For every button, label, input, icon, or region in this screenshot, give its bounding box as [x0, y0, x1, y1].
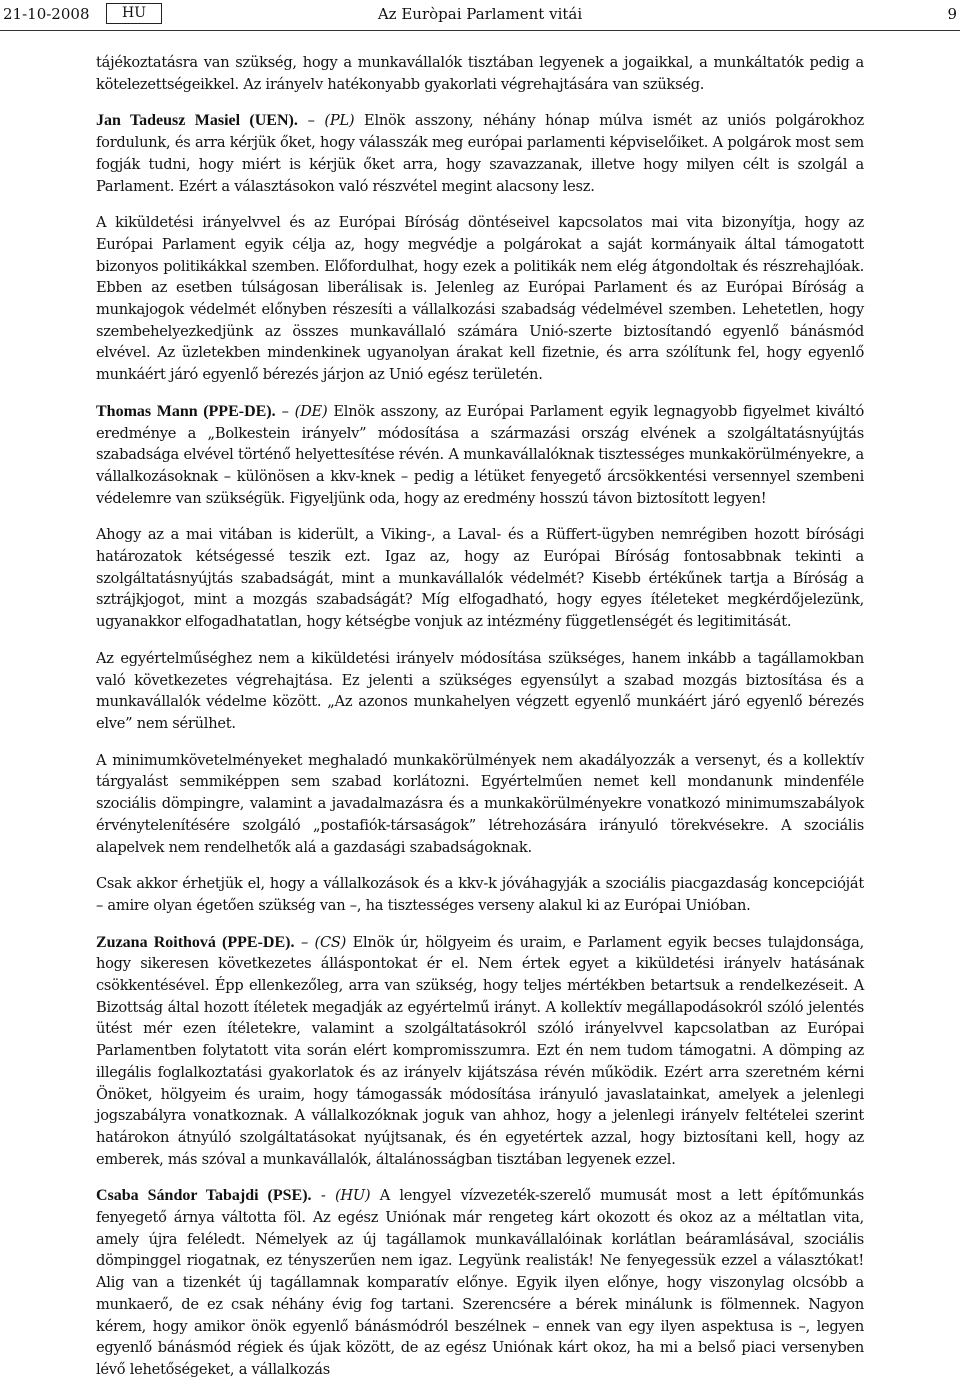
document-body	[96, 52, 864, 1396]
speaker-name: Thomas Mann (PPE-DE).	[96, 402, 276, 420]
paragraph-8	[96, 873, 864, 916]
paragraph-text: A minimumkövetelményeket meghaladó munkakörülmények nem akadályozzák a versenyt, és a kollektív tárgyalást semmiképpen sem szabad korlátozni. Egyértelműen nemet kell mondanunk mindenféle szociális dömpingre, valamint a javadalmazásra és a munkakörülményekre vonatkozó minimumszabályok érvénytelenítésére szolgáló „postafiók-társaságok” létrehozására irányuló törekvésekre. A szociális alapelvek nem rendelhetők alá a gazdasági szabadságoknak.	[96, 751, 864, 856]
speaker-separator: –	[294, 933, 315, 951]
paragraph-6	[96, 648, 864, 735]
speaker-separator: -	[311, 1187, 335, 1205]
paragraph-text: Elnök asszony, az Európai Parlament egyik legnagyobb figyelmet kiváltó eredménye a „Bolkestein irányelv” módosítása a származási ország elvének a szolgáltatásnyújtás szabadsága elvével történő helyettesítése révén. A munkavállalóknak tisztességes munkakörülményekre, a vállalkozásoknak – különösen a kkv-knek – pedig a létüket fenyegető árcsökkentési versennyel szembeni védelemre van szükségük. Figyeljünk oda, hogy az eredmény hosszú távon biztosított legyen!	[96, 402, 865, 507]
paragraph-text: tájékoztatásra van szükség, hogy a munkavállalók tisztában legyenek a jogaikkal, a munkáltatók pedig a kötelezettségeikkel. Az irányelv hatékonyabb gyakorlati végrehajtására van szükség.	[96, 54, 864, 93]
speech-mann	[96, 401, 864, 510]
speaker-name: Zuzana Roithová (PPE-DE).	[96, 933, 295, 951]
speech-roithova	[96, 932, 864, 1171]
header-title: Az Euròpai Parlament vitái	[377, 5, 583, 23]
speaker-name: Jan Tadeusz Masiel (UEN).	[96, 112, 298, 130]
paragraph-5	[96, 524, 864, 633]
speaker-separator: –	[275, 402, 295, 420]
language-code-box: HU	[106, 3, 162, 24]
paragraph-text: Elnök úr, hölgyeim és uraim, e Parlament egyik becses tulajdonsága, hogy sikeresen következetes álláspontokat ér el. Nem értek egyet a kiküldetési irányelv hatásának csökkentésével. Épp ellenkezőleg, arra van szükség, hogy teljes mértékben betartsuk a rendelkezéseit. A Bizottság által hozott ítéletek megadják az egyértelmű irányt. A kollektív megállapodásokról szóló jelentés ütést mér ezen ítéletekre, valamint a szolgáltatásokról szóló irányelvvel kapcsolatban az Európai Parlamentben folytatott vita során elért kompromisszumra. Ezt én nem tudom támogatni. A dömping az illegális foglalkoztatási gyakorlatok és az irányelv kijátszása révén működik. Ezért arra szeretném kérni Önöket, hölgyeim és uraim, hogy támogassák módosítása irányuló javaslatainkat, amelyek a jelenlegi jogszabályra vonatkoznak. A vállalkozóknak joguk van ahhoz, hogy a jelenlegi irányelv feltételei szerint határokon átnyúló szolgáltatásokat nyújtsanak, és én egyetértek azzal, hogy biztosítani kell, hogy az emberek, más szóval a munkavállalók, általánosságban tisztában legyenek ezzel.	[96, 933, 864, 1168]
paragraph-7	[96, 750, 864, 859]
speech-language-tag: (CS)	[314, 933, 347, 951]
speech-language-tag: (DE)	[294, 402, 328, 420]
paragraph-text: A lengyel vízvezeték-szerelő mumusát most a lett építőmunkás fenyegető árnya váltotta föl. Az egész Uniónak már rengeteg kárt okozott és okoz az a méltatlan vita, amely újra feléledt. Némelyek az új tagállamok munkavállalóinak korlátlan beáramlásával, szociális dömpinggel riogatnak, ez tényszerűen nem igaz. Legyünk realisták! Ne fenyegessük ezzel a választókat! Alig van a tizenkét új tagállamnak komparatív előnye. Egyik ilyen előnye, hogy viszonylag olcsóbb a munkaerő, de ez csak néhány évig fog tartani. Szerencsére a bérek minálunk is fölmennek. Nagyon kérem, hogy amikor önök egyenlő bánásmódról beszélnek – ennek van egy ilyen aspektusa is –, legyen egyenlő bánásmód régiek és újak között, de az egész Uniónak kárt okoz, ha mi a belső piaci versenyben lévő lehetőségeket, a vállalkozás	[96, 1187, 864, 1378]
speaker-separator: –	[297, 112, 325, 130]
speaker-name: Csaba Sándor Tabajdi (PSE).	[96, 1187, 312, 1205]
speech-language-tag: (HU)	[334, 1187, 371, 1205]
page-number: 9	[947, 5, 957, 23]
paragraph-text: Elnök asszony, néhány hónap múlva ismét az uniós polgárokhoz fordulunk, és arra kérjük őket, hogy válasszák meg európai parlamenti képviselőiket. A polgárok most sem fogják tudni, hogy miért is kérjük őket arra, hogy szavazzanak, illetve hogy milyen célt is szolgál a Parlament. Ezért a választásokon való részvétel megint alacsony lesz.	[96, 112, 864, 195]
paragraph-3	[96, 212, 864, 386]
speech-language-tag: (PL)	[324, 112, 355, 130]
paragraph-1	[96, 52, 864, 95]
paragraph-text: Ahogy az a mai vitában is kiderült, a Viking-, a Laval- és a Rüffert-ügyben nemrégiben hozott bírósági határozatok kétségessé teszik ezt. Igaz az, hogy az Európai Bíróság fontosabbnak tekinti a szolgáltatásnyújtás szabadságát, mint a munkavállalók védelmét? Kisebb értékűnek tartja a Bíróság a sztrájkjogot, mint a mozgás szabadságát? Míg elfogadható, hogy egyes ítéleteket megkérdőjelezünk, ugyanakkor elfogadhatatlan, hogy kétségbe vonjuk az intézmény függetlenségét és legitimitását.	[96, 526, 864, 631]
page-header	[0, 0, 960, 31]
speech-masiel	[96, 110, 864, 197]
paragraph-text: A kiküldetési irányelvvel és az Európai Bíróság döntéseivel kapcsolatos mai vita bizonyítja, hogy az Európai Parlament egyik célja az, hogy megvédje a polgárokat a saját kormányaik által támogatott bizonyos politikákkal szemben. Előfordulhat, hogy ezek a politikák nem elég átgondoltak és részrehajlóak. Ebben az esetben túlságosan liberálisak is. Jelenleg az Európai Parlament és az Európai Bíróság a munkajogok védelmét előnyben részesíti a vállalkozási szabadság védelmével szemben. Lehetetlen, hogy szembehelyezkedjünk az összes munkavállaló számára Unió-szerte biztosítandó egyenlő bánásmód elvével. Az üzletekben mindenkinek ugyanolyan árakat kell fizetnie, és arra szólítunk fel, hogy egyenlő munkáért járó egyenlő bérezés járjon az Unió egész területén.	[96, 214, 864, 384]
paragraph-text: Az egyértelműséghez nem a kiküldetési irányelv módosítása szükséges, hanem inkább a tagállamokban való következetes végrehajtása. Ez jelenti a szükséges egyensúlyt a szabad mozgás biztosítása és a munkavállalók védelme között. „Az azonos munkahelyen végzett egyenlő munkáért járó egyenlő bérezés elve” nem sérülhet.	[96, 649, 864, 732]
speech-tabajdi	[96, 1185, 864, 1380]
paragraph-text: Csak akkor érhetjük el, hogy a vállalkozások és a kkv-k jóváhagyják a szociális piacgazdaság koncepcióját – amire olyan égetően szükség van –, ha tisztességes verseny alakul ki az Európai Unióban.	[96, 875, 864, 914]
header-date: 21-10-2008	[3, 5, 90, 23]
